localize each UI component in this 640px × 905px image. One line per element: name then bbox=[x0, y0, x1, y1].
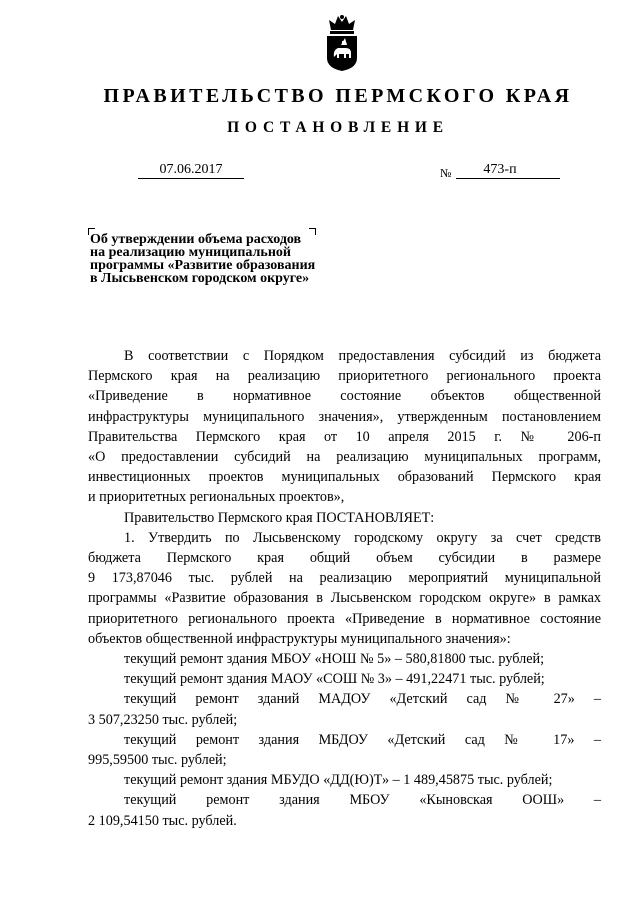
organization-title: ПРАВИТЕЛЬСТВО ПЕРМСКОГО КРАЯ bbox=[103, 85, 573, 107]
document-number bbox=[456, 162, 560, 179]
preamble-line: Правительства Пермского края от 10 апреля 2015 г. № 206-п bbox=[88, 428, 601, 445]
preamble-line: В соответствии с Порядком предоставления субсидий из бюджета bbox=[124, 348, 601, 364]
document-type: ПОСТАНОВЛЕНИЕ bbox=[227, 119, 449, 136]
subject-line: Об утверждении объема расходов bbox=[90, 232, 302, 247]
preamble-line: и приоритетных региональных проектов», bbox=[88, 489, 345, 506]
coat-of-arms-emblem bbox=[325, 14, 359, 72]
expense-line: текущий ремонт зданий МАДОУ «Детский сад № 27» – bbox=[124, 691, 601, 708]
preamble-line: «О предоставлении субсидий на реализацию муниципальных программ, bbox=[88, 449, 601, 466]
preamble-line: инфраструктуры муниципального значения», утвержденным постановлением bbox=[88, 408, 601, 425]
preamble-line: Пермского края на реализацию приоритетного регионального проекта bbox=[88, 368, 601, 385]
item-line: приоритетного регионального проекта «Приведение в нормативное состояние bbox=[88, 610, 601, 627]
item-line: бюджета Пермского края общий объем субсидии в размере bbox=[88, 550, 601, 567]
document-number-value: 473-п bbox=[483, 162, 517, 177]
decree-line: Правительство Пермского края ПОСТАНОВЛЯЕТ: bbox=[124, 509, 435, 526]
subject-line: программы «Развитие образования bbox=[90, 258, 316, 273]
expense-line: текущий ремонт здания МАОУ «СОШ № 3» – 491,22471 тыс. рублей; bbox=[124, 671, 545, 688]
expense-line: текущий ремонт здания МБУДО «ДД(Ю)Т» – 1 489,45875 тыс. рублей; bbox=[124, 772, 553, 789]
item-line: программы «Развитие образования в Лысьвенском городском округе» в рамках bbox=[88, 590, 601, 607]
expense-line: текущий ремонт здания МБОУ «Кыновская ООШ» – bbox=[124, 792, 601, 809]
item-line: 1. Утвердить по Лысьвенскому городскому округу за счет средств bbox=[124, 529, 601, 546]
subject-line: на реализацию муниципальной bbox=[90, 245, 291, 260]
expense-line: 2 109,54150 тыс. рублей. bbox=[88, 812, 237, 829]
expense-line: 3 507,23250 тыс. рублей; bbox=[88, 711, 238, 728]
expense-line: текущий ремонт здания МБДОУ «Детский сад № 17» – bbox=[124, 731, 601, 748]
document-date: 07.06.2017 bbox=[138, 162, 244, 179]
preamble-line: «Приведение в нормативное состояние объектов общественной bbox=[88, 388, 601, 405]
document-body bbox=[88, 346, 601, 831]
subject-line: в Лысьвенском городском округе» bbox=[90, 271, 310, 286]
number-sign: № bbox=[440, 166, 452, 180]
document-subject bbox=[90, 233, 340, 285]
expense-line: 995,59500 тыс. рублей; bbox=[88, 752, 227, 769]
item-line: объектов общественной инфраструктуры муниципального значения»: bbox=[88, 630, 511, 647]
item-line: 9 173,87046 тыс. рублей на реализацию мероприятий муниципальной bbox=[88, 570, 601, 587]
preamble-line: инвестиционных проектов муниципальных образований Пермского края bbox=[88, 469, 601, 486]
expense-line: текущий ремонт здания МБОУ «НОШ № 5» – 580,81800 тыс. рублей; bbox=[124, 651, 545, 668]
